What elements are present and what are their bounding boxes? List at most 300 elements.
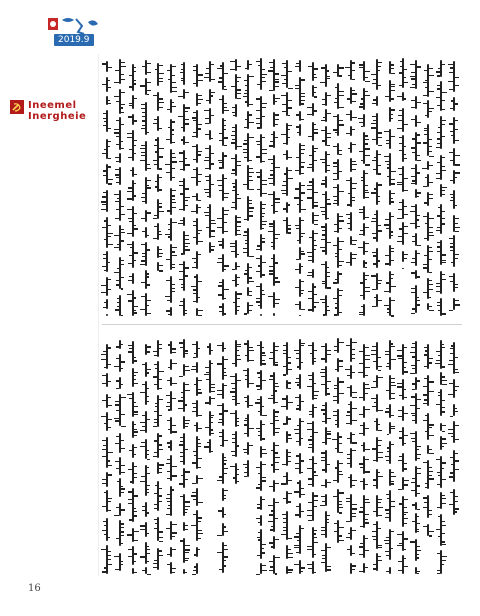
glyph-stroke [257,507,261,508]
glyph-stroke [281,95,286,96]
glyph-stroke [327,137,332,138]
glyph-stroke [172,398,175,399]
glyph-stroke [352,200,355,201]
glyph-stroke [116,538,119,539]
glyph-stroke [359,463,363,464]
glyph-stroke [159,256,161,257]
word-glyph [376,437,378,462]
glyph-stroke [159,555,163,556]
word-glyph [415,164,417,185]
word-glyph [415,341,417,374]
glyph-stroke [387,308,389,309]
glyph-stroke [437,227,440,228]
glyph-stroke [288,157,292,158]
glyph-stroke [275,383,278,384]
glyph-stroke [308,502,312,503]
glyph-stroke [217,535,222,536]
glyph-stroke [386,513,389,514]
glyph-stroke [365,155,370,156]
glyph-stroke [391,444,394,445]
glyph-stroke [429,310,434,311]
glyph-stroke [327,515,330,516]
glyph-stroke [168,224,170,225]
glyph-stroke [296,228,299,229]
glyph-stroke [378,502,381,503]
glyph-stroke [121,465,125,466]
glyph-stroke [192,196,196,197]
glyph-stroke [159,168,162,169]
glyph-stroke [224,231,228,232]
glyph-stroke [384,156,389,157]
word-glyph [273,480,275,491]
glyph-stroke [147,168,151,169]
glyph-stroke [224,565,226,566]
glyph-stroke [321,183,324,184]
glyph-stroke [140,264,145,265]
glyph-stroke [168,127,171,128]
word-glyph [157,361,159,390]
glyph-stroke [339,150,342,151]
glyph-stroke [172,549,176,550]
glyph-stroke [301,343,305,344]
glyph-stroke [404,347,407,348]
glyph-stroke [211,115,215,116]
glyph-stroke [205,134,209,135]
glyph-stroke [159,203,161,204]
glyph-stroke [334,231,338,232]
glyph-stroke [198,478,203,479]
glyph-stroke [455,258,458,259]
glyph-stroke [308,298,312,299]
glyph-stroke [321,496,325,497]
glyph-stroke [412,258,415,259]
glyph-stroke [423,186,427,187]
glyph-stroke [321,527,325,528]
glyph-stroke [167,508,170,509]
glyph-stroke [134,140,137,141]
glyph-stroke [154,560,158,561]
glyph-stroke [339,241,344,242]
glyph-stroke [365,449,369,450]
glyph-stroke [141,145,145,146]
glyph-stroke [262,438,264,439]
glyph-stroke [134,312,137,313]
glyph-stroke [423,420,427,421]
glyph-stroke [301,472,303,473]
glyph-stroke [295,269,299,270]
glyph-stroke [108,183,112,184]
glyph-stroke [128,345,132,346]
vertical-text-columns [102,336,462,576]
glyph-stroke [262,552,265,553]
glyph-stroke [398,120,401,121]
glyph-stroke [180,301,183,302]
glyph-stroke [417,172,420,173]
glyph-stroke [205,402,209,403]
word-glyph [363,406,365,418]
glyph-stroke [134,145,136,146]
glyph-stroke [127,294,132,295]
glyph-stroke [249,122,253,123]
glyph-stroke [348,228,350,229]
glyph-stroke [153,218,158,219]
glyph-stroke [244,452,248,453]
glyph-stroke [232,363,234,364]
glyph-stroke [429,139,432,140]
glyph-stroke [147,561,149,562]
glyph-stroke [198,95,202,96]
word-glyph [453,148,455,166]
glyph-stroke [172,142,175,143]
glyph-stroke [297,132,299,133]
glyph-stroke [314,129,318,130]
glyph-stroke [147,94,149,95]
glyph-stroke [103,254,106,255]
glyph-stroke [399,143,401,144]
glyph-stroke [147,450,149,451]
glyph-stroke [348,193,351,194]
glyph-stroke [218,285,222,286]
glyph-stroke [115,569,119,570]
glyph-stroke [211,387,216,388]
glyph-stroke [347,454,350,455]
glyph-stroke [269,570,273,571]
glyph-stroke [373,564,376,565]
glyph-stroke [134,495,138,496]
glyph-stroke [322,99,325,100]
glyph-stroke [333,72,337,73]
glyph-stroke [134,406,139,407]
glyph-stroke [271,258,274,259]
glyph-stroke [371,387,376,388]
glyph-stroke [314,233,318,234]
glyph-stroke [385,551,389,552]
glyph-stroke [140,481,145,482]
glyph-stroke [192,574,196,575]
word-glyph [132,488,134,522]
word-glyph [299,77,301,106]
glyph-stroke [365,459,369,460]
glyph-stroke [373,460,376,461]
glyph-stroke [424,70,427,71]
glyph-stroke [442,533,445,534]
word-glyph [222,403,224,426]
glyph-stroke [268,194,273,195]
glyph-stroke [345,369,350,370]
glyph-stroke [361,180,363,181]
text-column [385,336,395,576]
glyph-stroke [322,302,325,303]
glyph-stroke [314,398,317,399]
glyph-stroke [365,243,369,244]
glyph-stroke [386,390,389,391]
vertical-text-columns [102,56,462,318]
glyph-stroke [451,197,453,198]
glyph-stroke [359,106,363,107]
glyph-stroke [365,519,368,520]
glyph-stroke [411,100,415,101]
glyph-stroke [108,474,112,475]
glyph-stroke [159,65,163,66]
glyph-stroke [198,415,202,416]
glyph-stroke [437,162,440,163]
glyph-stroke [314,554,317,555]
glyph-stroke [115,201,119,202]
glyph-stroke [237,89,242,90]
glyph-stroke [404,146,406,147]
glyph-stroke [288,434,291,435]
glyph-stroke [321,67,324,68]
glyph-stroke [275,346,279,347]
glyph-stroke [411,72,414,73]
glyph-stroke [371,127,376,128]
glyph-stroke [334,102,338,103]
glyph-stroke [192,366,196,367]
glyph-stroke [101,416,106,417]
glyph-stroke [218,422,222,423]
glyph-stroke [373,169,376,170]
glyph-stroke [288,557,293,558]
glyph-stroke [121,527,124,528]
glyph-stroke [301,149,305,150]
glyph-stroke [455,469,459,470]
glyph-stroke [244,424,247,425]
glyph-stroke [237,359,242,360]
glyph-stroke [320,207,325,208]
glyph-stroke [371,74,376,75]
glyph-stroke [322,180,325,181]
glyph-stroke [386,366,389,367]
glyph-stroke [114,366,118,367]
glyph-stroke [455,129,457,130]
word-glyph [119,354,121,372]
glyph-stroke [417,531,420,532]
glyph-stroke [301,119,304,120]
glyph-stroke [417,196,419,197]
glyph-stroke [429,306,431,307]
glyph-stroke [323,413,325,414]
glyph-stroke [185,552,189,553]
glyph-stroke [442,344,444,345]
glyph-stroke [333,400,337,401]
glyph-stroke [429,151,431,152]
glyph-stroke [346,501,350,502]
glyph-stroke [373,479,376,480]
glyph-stroke [147,249,151,250]
glyph-stroke [288,456,291,457]
text-column [231,336,241,576]
glyph-stroke [134,466,137,467]
glyph-stroke [384,291,389,292]
glyph-stroke [219,306,222,307]
glyph-stroke [198,502,203,503]
glyph-stroke [153,160,157,161]
glyph-stroke [448,364,453,365]
glyph-stroke [455,218,459,219]
text-column [128,56,138,318]
glyph-stroke [295,88,299,89]
glyph-stroke [327,431,331,432]
glyph-stroke [348,148,350,149]
word-glyph [350,545,352,556]
glyph-stroke [386,460,389,461]
glyph-stroke [348,75,350,76]
glyph-stroke [391,481,394,482]
glyph-stroke [417,529,419,530]
glyph-stroke [297,540,299,541]
glyph-stroke [327,569,332,570]
glyph-stroke [243,184,247,185]
glyph-stroke [102,196,106,197]
glyph-stroke [373,237,376,238]
glyph-stroke [314,302,319,303]
glyph-stroke [436,173,440,174]
glyph-stroke [429,108,434,109]
glyph-stroke [244,157,248,158]
glyph-stroke [178,223,183,224]
glyph-stroke [448,429,453,430]
glyph-stroke [398,115,401,116]
glyph-stroke [448,81,453,82]
word-glyph [170,391,172,412]
glyph-stroke [185,310,187,311]
glyph-stroke [257,245,260,246]
glyph-stroke [147,276,149,277]
glyph-stroke [103,175,106,176]
glyph-stroke [134,252,138,253]
glyph-stroke [185,471,190,472]
glyph-stroke [424,366,427,367]
glyph-stroke [159,531,162,532]
word-glyph [325,223,327,255]
glyph-stroke [121,543,124,544]
text-column [179,336,189,576]
glyph-stroke [365,262,367,263]
glyph-stroke [159,472,161,473]
glyph-stroke [412,441,415,442]
glyph-stroke [455,177,457,178]
glyph-stroke [404,154,407,155]
glyph-stroke [275,457,279,458]
glyph-stroke [211,384,215,385]
glyph-stroke [373,361,376,362]
glyph-stroke [102,383,106,384]
glyph-stroke [116,120,119,121]
glyph-stroke [206,372,208,373]
glyph-stroke [275,416,278,417]
glyph-stroke [121,315,124,316]
glyph-stroke [320,505,325,506]
glyph-stroke [121,92,125,93]
glyph-stroke [224,490,228,491]
word-glyph [402,58,404,87]
glyph-stroke [404,362,407,363]
glyph-stroke [423,462,427,463]
word-glyph [389,529,391,560]
glyph-stroke [307,546,312,547]
glyph-stroke [102,153,106,154]
glyph-stroke [391,278,393,279]
glyph-stroke [450,416,453,417]
glyph-stroke [424,399,428,400]
glyph-stroke [193,132,196,133]
glyph-stroke [412,389,415,390]
glyph-stroke [391,179,396,180]
glyph-stroke [258,532,260,533]
glyph-stroke [275,386,279,387]
glyph-stroke [211,95,213,96]
glyph-stroke [448,394,453,395]
glyph-stroke [295,468,298,469]
glyph-stroke [130,170,132,171]
word-glyph [157,137,159,170]
glyph-stroke [288,125,292,126]
glyph-stroke [103,170,106,171]
glyph-stroke [153,351,158,352]
glyph-stroke [275,390,277,391]
glyph-stroke [108,498,112,499]
glyph-stroke [297,204,299,205]
glyph-stroke [185,164,190,165]
glyph-stroke [115,157,119,158]
glyph-stroke [198,254,201,255]
glyph-stroke [245,85,247,86]
glyph-stroke [399,543,402,544]
glyph-stroke [147,459,151,460]
glyph-stroke [301,251,304,252]
glyph-stroke [245,270,247,271]
glyph-stroke [327,354,331,355]
glyph-stroke [167,501,170,502]
glyph-stroke [108,100,110,101]
glyph-stroke [450,243,453,244]
glyph-stroke [270,67,273,68]
glyph-stroke [391,346,395,347]
glyph-stroke [249,104,253,105]
glyph-stroke [429,235,434,236]
glyph-stroke [391,251,395,252]
glyph-stroke [262,464,266,465]
glyph-stroke [335,98,337,99]
glyph-stroke [275,402,277,403]
glyph-stroke [192,411,196,412]
glyph-stroke [301,460,304,461]
glyph-stroke [309,459,312,460]
glyph-stroke [159,495,162,496]
glyph-stroke [185,572,187,573]
glyph-stroke [301,438,303,439]
glyph-stroke [217,363,222,364]
glyph-stroke [378,440,382,441]
glyph-stroke [339,312,341,313]
glyph-stroke [282,185,286,186]
glyph-stroke [436,97,440,98]
glyph-stroke [108,225,111,226]
glyph-stroke [417,468,422,469]
glyph-stroke [134,306,138,307]
glyph-stroke [346,133,351,134]
glyph-stroke [237,277,241,278]
glyph-stroke [412,138,414,139]
glyph-stroke [399,395,402,396]
glyph-stroke [301,209,306,210]
glyph-stroke [185,111,188,112]
glyph-stroke [275,124,278,125]
word-glyph [170,440,172,451]
glyph-stroke [147,351,150,352]
glyph-stroke [301,571,303,572]
glyph-stroke [404,98,406,99]
